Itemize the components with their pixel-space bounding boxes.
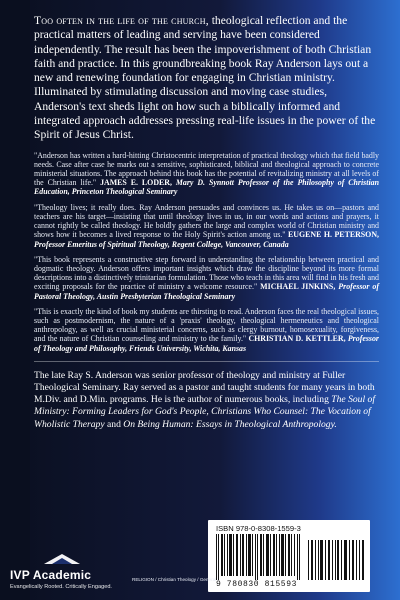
- author-book-1: The Soul of Ministry: Forming Leaders for God's People, Christians Who Counsel: The Vocation of Wholistic Therapy: [34, 394, 375, 430]
- isbn-barcode-box: [208, 520, 370, 592]
- endorser-role: Mary D. Synnott Professor of the Philosophy of Christian Education, Princeton Theological Seminary: [34, 178, 379, 197]
- endorser-role: Professor of Theology and Philosophy, Friends University, Wichita, Kansas: [34, 334, 379, 353]
- publisher-logo: [10, 552, 130, 596]
- endorsement-text: "Anderson has written a hard-hitting Christocentric interpretation of practical theology which that field badly needs. Case after case he marks out a sensitive, sophisticated, biblical and theological approach to concrete ministerial situations. The approach behind this book has the potential of revitalizing ministry at all levels of the Christian life.": [34, 150, 379, 188]
- author-book-2: On Being Human: Essays in Theological Anthropology.: [123, 418, 337, 430]
- ivp-logo-icon: [42, 552, 82, 566]
- endorsement-1: [34, 151, 379, 197]
- lead-rest: theological reflection and the practical matters of leading and serving have been considered independently. The result has been the impoverishment of both Christian faith and practice. In this groundbreaking book Ray Anderson lays out a new and renewing foundation for engaging in Christian ministry. Illuminated by stimulating discussion and moving case studies, Anderson's text sheds light on how such a biblically informed and integrated approach addresses pressing real-life issues in the power of the Spirit of Jesus Christ.: [34, 14, 376, 142]
- barcode-ean: [216, 534, 302, 580]
- author-bio: [34, 370, 379, 431]
- endorser-role: Professor of Pastoral Theology, Austin Presbyterian Theological Seminary: [34, 282, 379, 301]
- endorsement-text: "This book represents a constructive step forward in understanding the relationship between practical and dogmatic theology. Anderson offers important insights which draw the discipline beyond its more formal descriptions into a distinctively trinitarian formulation. Those who teach in this area will find in his fresh and exciting proposals for the practice of ministry a welcome resource.": [34, 254, 379, 292]
- author-intro: The late Ray S. Anderson was senior professor of theology and ministry at Fuller Theological Seminary. Ray served as a pastor and taught students for many years in both M.Div. and D.Min. programs. He is the author of numerous books, including: [34, 369, 375, 406]
- endorsement-text: "Theology lives; it really does. Ray Anderson persuades and convinces us. He takes us on—pastors and teachers are his target—insisting that until theology lives in us, in our words and actions and prayers, it cannot rightly be called theology. He boldly gathers the large and complex world of Christian ministry and shows how it becomes a lived response to the Holy Spirit's action among us.": [34, 202, 379, 240]
- lead-paragraph: [34, 14, 379, 143]
- endorsement-3: [34, 255, 379, 301]
- publisher-tagline: Evangelically Rooted. Critically Engaged.: [10, 584, 112, 590]
- publisher-name: IVP Academic: [10, 568, 92, 582]
- barcode-digits: 9 780830 815593: [216, 580, 298, 589]
- cover-content: [34, 14, 379, 431]
- lead-caps: Too often in the life of the church,: [34, 14, 209, 27]
- book-category: RELIGION / Christian Theology / General: [132, 577, 217, 582]
- endorsement-text: "This is exactly the kind of book my students are thirsting to read. Anderson faces the real theological issues, such as postmodernism, the nature of a 'praxis' theology, theological hermeneutics and theological anthropology, as well as crucial ministerial concerns, such as clergy burnout, homosexuality, forgiveness, and the nature of Christian counseling and ministry to the family.": [34, 306, 379, 344]
- barcode-price: [308, 534, 364, 580]
- endorsement-4: [34, 307, 379, 353]
- endorser-role: Professor Emeritus of Spiritual Theology, Regent College, Vancouver, Canada: [34, 239, 289, 249]
- endorser-name: JAMES E. LODER,: [100, 178, 172, 188]
- author-mid: and: [104, 418, 124, 430]
- endorsements: [34, 151, 379, 353]
- section-divider: [34, 361, 379, 362]
- endorser-name: EUGENE H. PETERSON,: [288, 230, 379, 240]
- isbn-label: ISBN 978-0-8308-1559-3: [216, 524, 301, 533]
- endorser-name: CHRISTIAN D. KETTLER,: [248, 334, 346, 344]
- endorser-name: MICHAEL JINKINS,: [260, 282, 336, 292]
- left-dark-band: [0, 0, 30, 600]
- endorsement-2: [34, 203, 379, 249]
